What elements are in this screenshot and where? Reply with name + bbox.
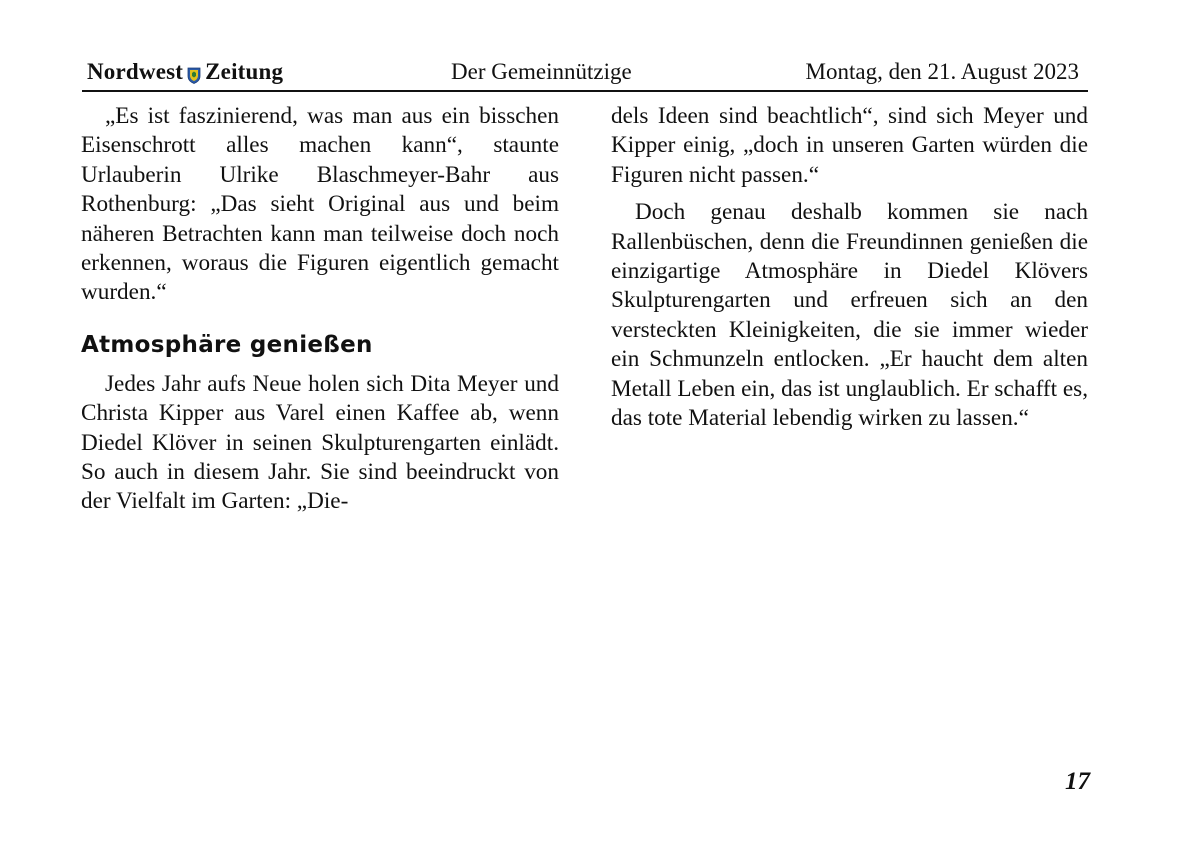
- article-column-right: [611, 102, 1088, 433]
- article-column-left: [81, 102, 559, 517]
- article-paragraph: Jedes Jahr aufs Neue holen sich Dita Meyer und Christa Kipper aus Varel einen Kaffee ab, wenn Diedel Klöver in seinen Skulpturengarten einlädt. So auch in diesem Jahr. Sie sind beeindruckt von der Vielfalt im Garten: „Die-: [81, 370, 559, 515]
- brand-name-part1: Nordwest: [87, 59, 184, 84]
- article-paragraph: „Es ist faszinierend, was man aus ein bisschen Eisenschrott alles machen kann“, staunte Urlauberin Ulrike Blaschmeyer-Bahr aus Rothenburg: „Das sieht Original aus und beim näheren Betrachten kann man teilweise doch noch erkennen, woraus die Figuren eigentlich gemacht wurden.“: [81, 103, 559, 306]
- newspaper-brand: [87, 59, 283, 85]
- article-subheading: Atmosphäre genießen: [81, 331, 373, 358]
- page-header: [82, 56, 1088, 90]
- page-number: 17: [1065, 768, 1090, 795]
- article-paragraph: dels Ideen sind beachtlich“, sind sich Meyer und Kipper einig, „doch in unseren Garten würden die Figuren nicht passen.“: [611, 103, 1088, 188]
- brand-name-part2: Zeitung: [205, 59, 284, 84]
- issue-date: Montag, den 21. August 2023: [805, 59, 1079, 84]
- article-paragraph: Doch genau deshalb kommen sie nach Rallenbüschen, denn die Freundinnen genießen die einzigartige Atmosphäre in Diedel Klövers Skulpturengarten und erfreuen sich an den versteckten Kleinigkeiten, die sie immer wieder ein Schmunzeln entlocken. „Er haucht dem alten Metall Leben ein, das ist unglaublich. Er schafft es, das tote Material lebendig wirken zu lassen.“: [611, 199, 1088, 432]
- section-title: Der Gemeinnützige: [451, 59, 632, 84]
- header-divider: [82, 90, 1088, 92]
- coat-of-arms-icon: [187, 64, 201, 81]
